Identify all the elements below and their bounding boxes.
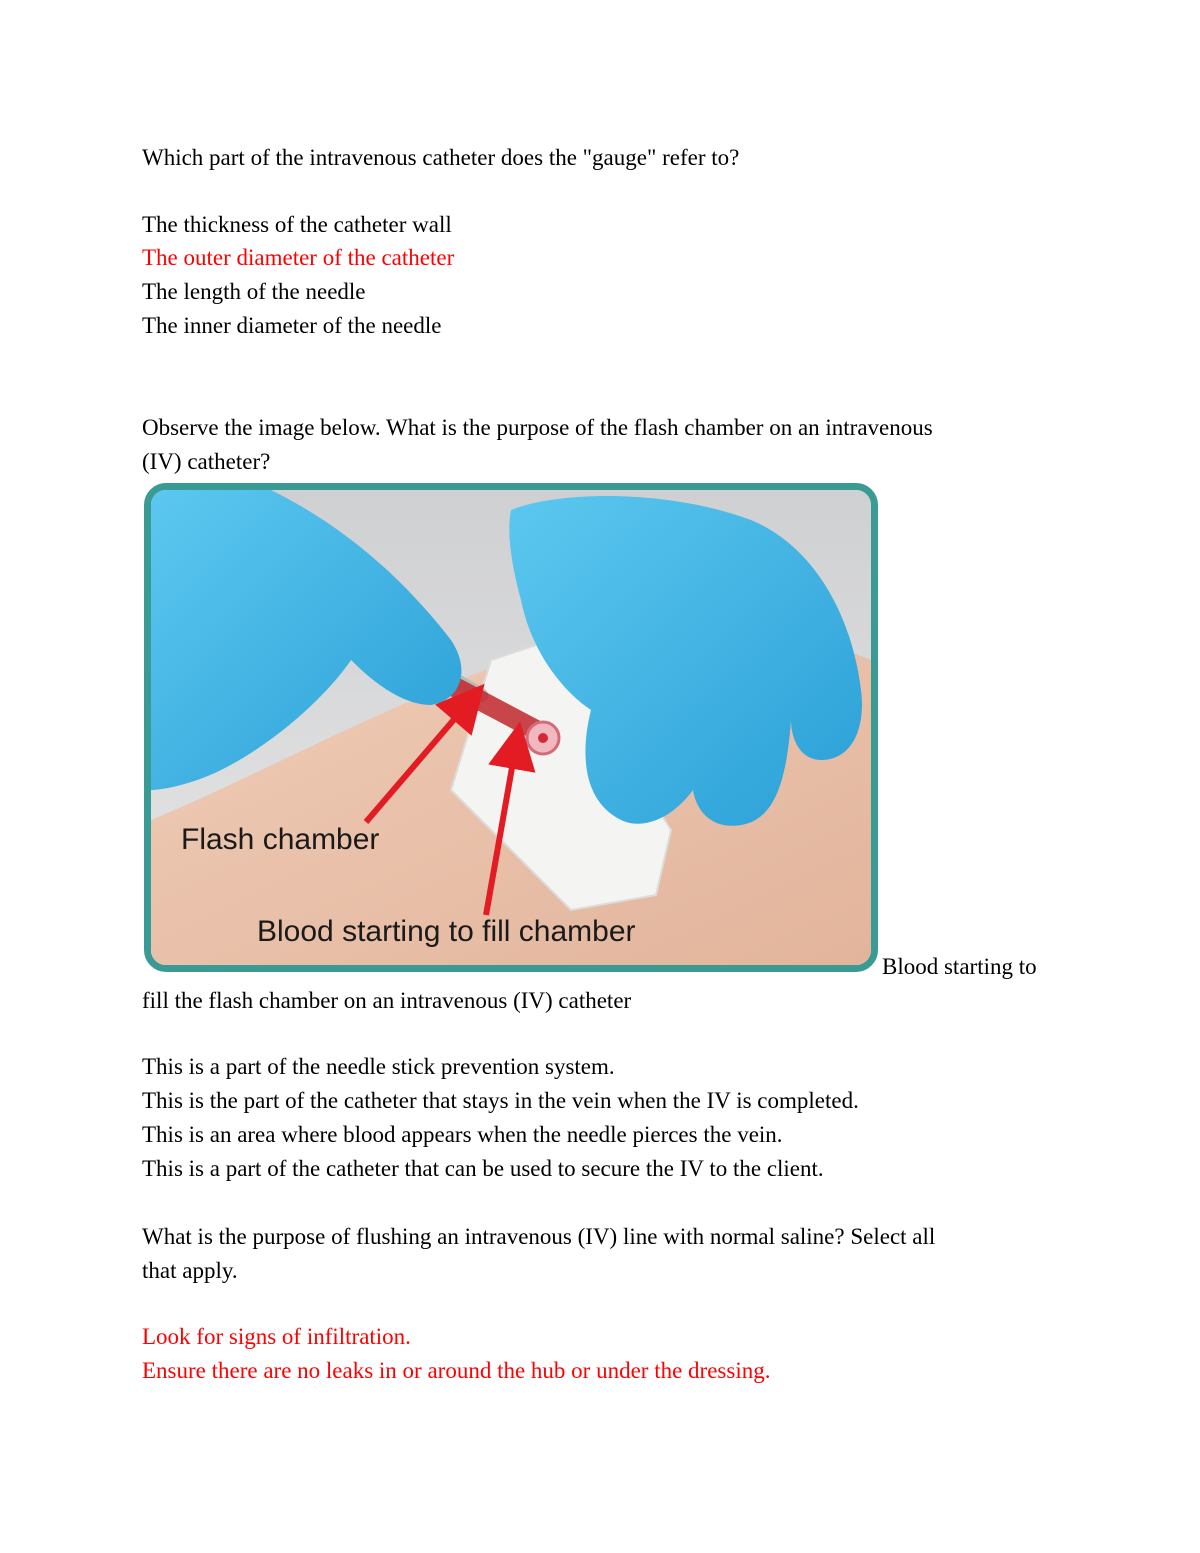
question-1-option-4: The inner diameter of the needle bbox=[142, 313, 442, 338]
figure-caption-part-1: Blood starting to bbox=[882, 954, 1037, 979]
figure-caption-part-2: fill the flash chamber on an intravenous (IV) catheter bbox=[142, 988, 632, 1013]
question-2-prompt-line-1: Observe the image below. What is the purpose of the flash chamber on an intravenous bbox=[142, 415, 933, 440]
question-1-prompt: Which part of the intravenous catheter does the "gauge" refer to? bbox=[142, 145, 740, 170]
question-1-option-3: The length of the needle bbox=[142, 279, 366, 304]
iv-catheter-illustration bbox=[151, 490, 871, 965]
question-3-option-2-correct: Ensure there are no leaks in or around the hub or under the dressing. bbox=[142, 1358, 771, 1383]
question-1-option-1: The thickness of the catheter wall bbox=[142, 212, 452, 237]
question-2-option-3: This is an area where blood appears when the needle pierces the vein. bbox=[142, 1122, 783, 1147]
question-2-prompt-line-2: (IV) catheter? bbox=[142, 449, 271, 474]
question-2-option-1: This is a part of the needle stick prevention system. bbox=[142, 1054, 615, 1079]
flash-chamber-label: Flash chamber bbox=[181, 823, 380, 856]
question-2-option-2: This is the part of the catheter that stays in the vein when the IV is completed. bbox=[142, 1088, 859, 1113]
question-1-option-2-correct: The outer diameter of the catheter bbox=[142, 245, 455, 270]
question-3-option-1-correct: Look for signs of infiltration. bbox=[142, 1324, 411, 1349]
question-2-option-4: This is a part of the catheter that can be used to secure the IV to the client. bbox=[142, 1156, 824, 1181]
question-3-prompt-line-1: What is the purpose of flushing an intravenous (IV) line with normal saline? Select all bbox=[142, 1224, 936, 1249]
hub-port bbox=[538, 733, 548, 743]
question-3-prompt-line-2: that apply. bbox=[142, 1258, 238, 1283]
blood-fill-label: Blood starting to fill chamber bbox=[257, 915, 636, 948]
iv-catheter-figure bbox=[144, 483, 878, 972]
